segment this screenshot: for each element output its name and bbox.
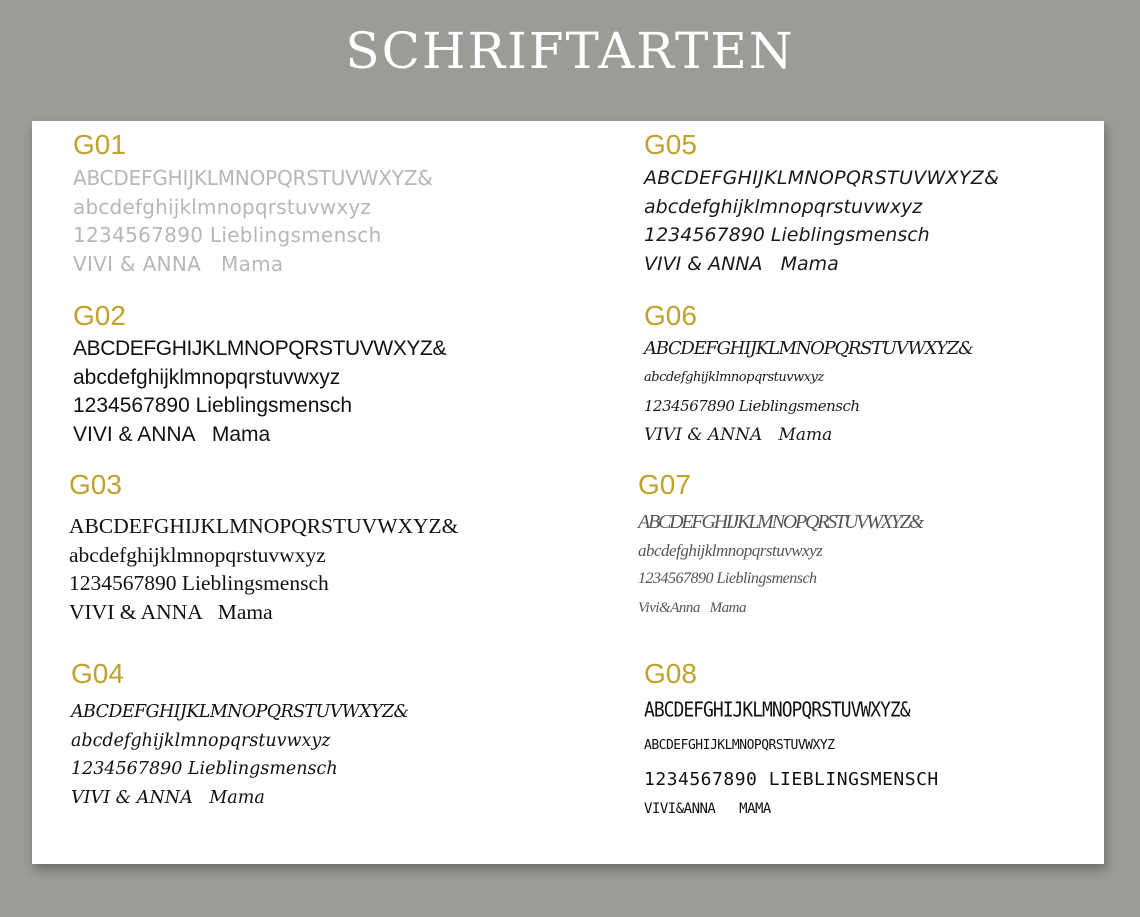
font-code: G08	[644, 658, 697, 689]
font-sample-g07[interactable]	[638, 470, 922, 622]
sample-lowercase: abcdefghijklmnopqrstuvwxyz	[71, 730, 331, 751]
sample-uppercase: ABCDEFGHIJKLMNOPQRSTUVWXYZ&	[638, 511, 922, 533]
font-sample-g04[interactable]	[71, 659, 408, 812]
sample-uppercase: ABCDEFGHIJKLMNOPQRSTUVWXYZ&	[73, 166, 433, 190]
font-code: G01	[73, 129, 126, 160]
sample-uppercase: ABCDEFGHIJKLMNOPQRSTUVWXYZ&	[644, 167, 1000, 189]
sample-names: VIVI & ANNA Mama	[73, 251, 284, 276]
sample-numbers-word: 1234567890 Lieblingsmensch	[638, 570, 817, 587]
sample-uppercase: ABCDEFGHIJKLMNOPQRSTUVWXYZ&	[71, 702, 409, 722]
sample-lowercase: abcdefghijklmnopqrstuvwxyz	[73, 365, 341, 389]
sample-names: VIVI & ANNA Mama	[69, 599, 273, 624]
sample-lowercase: abcdefghijklmnopqrstuvwxyz	[73, 194, 372, 219]
font-code: G02	[73, 300, 126, 331]
font-code: G04	[71, 658, 124, 689]
sample-names: VIVI & ANNA Mama	[73, 422, 271, 446]
sample-numbers-word: 1234567890 Lieblingsmensch	[71, 759, 338, 779]
sample-numbers-word: 1234567890 Lieblingsmensch	[73, 223, 382, 247]
sample-numbers-word: 1234567890 Lieblingsmensch	[644, 397, 860, 415]
sample-names: Vivi&Anna Mama	[638, 599, 746, 616]
font-code: G05	[644, 129, 697, 160]
sample-names: VIVI & ANNA Mama	[71, 787, 265, 808]
font-sample-g05[interactable]	[644, 130, 999, 278]
sample-names: VIVI & ANNA Mama	[644, 424, 833, 445]
sample-uppercase: ABCDEFGHIJKLMNOPQRSTUVWXYZ&	[644, 338, 973, 359]
font-code: G07	[638, 469, 691, 500]
sample-numbers-word: 1234567890 Lieblingsmensch	[644, 224, 930, 246]
sample-lowercase: abcdefghijklmnopqrstuvwxyz	[644, 195, 923, 218]
sample-names: VIVI&ANNA MAMA	[644, 800, 771, 817]
sample-numbers-word: 1234567890 LIEBLINGSMENSCH	[644, 769, 939, 790]
sample-lowercase: abcdefghijklmnopqrstuvwxyz	[638, 540, 823, 560]
sample-uppercase: ABCDEFGHIJKLMNOPQRSTUVWXYZ&	[73, 337, 447, 360]
font-sheet	[32, 121, 1104, 864]
font-sample-g06[interactable]	[644, 301, 973, 449]
font-sample-g02[interactable]	[73, 301, 446, 449]
sample-names: VIVI & ANNA Mama	[644, 252, 839, 275]
font-sample-g01[interactable]	[73, 130, 433, 278]
page-title: SCHRIFTARTEN	[345, 22, 795, 80]
sample-uppercase: ABCDEFGHIJKLMNOPQRSTUVWXYZ&	[69, 514, 459, 538]
sample-uppercase: ABCDEFGHIJKLMNOPQRSTUVWXYZ&	[644, 698, 910, 723]
sample-lowercase: abcdefghijklmnopqrstuvwxyz	[69, 542, 326, 567]
font-sample-g08[interactable]	[644, 659, 939, 823]
sample-small-caps: ABCDEFGHIJKLMNOPQRSTUVWXYZ	[644, 737, 835, 753]
sample-numbers-word: 1234567890 Lieblingsmensch	[69, 571, 329, 595]
font-sample-g03[interactable]	[69, 470, 458, 626]
font-code: G06	[644, 300, 697, 331]
sample-numbers-word: 1234567890 Lieblingsmensch	[73, 394, 353, 417]
font-code: G03	[69, 469, 122, 500]
sample-lowercase: abcdefghijklmnopqrstuvwxyz	[644, 369, 824, 385]
